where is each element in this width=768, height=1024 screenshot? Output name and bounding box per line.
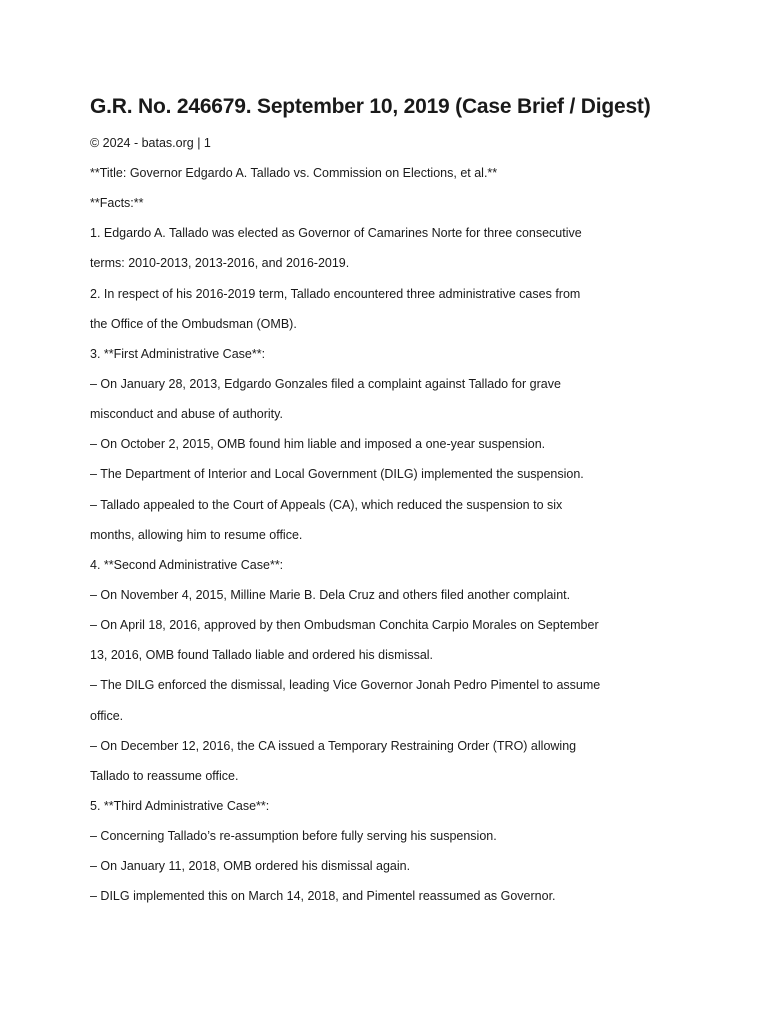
document-title: G.R. No. 246679. September 10, 2019 (Case Brief / Digest): [90, 95, 651, 118]
text-line: – Tallado appealed to the Court of Appeals (CA), which reduced the suspension to six: [90, 497, 563, 512]
text-line: 1. Edgardo A. Tallado was elected as Governor of Camarines Norte for three consecutive: [90, 226, 582, 241]
text-line: – On January 28, 2013, Edgardo Gonzales filed a complaint against Tallado for grave: [90, 376, 561, 391]
text-line: – On October 2, 2015, OMB found him liable and imposed a one-year suspension.: [90, 437, 546, 452]
text-line: **Title: Governor Edgardo A. Tallado vs. Commission on Elections, et al.**: [90, 166, 498, 180]
document-body: [90, 164, 600, 918]
text-line: – On November 4, 2015, Milline Marie B. Dela Cruz and others filed another complaint.: [90, 587, 571, 602]
text-line: – On December 12, 2016, the CA issued a Temporary Restraining Order (TRO) allowing: [90, 738, 577, 753]
text-line: – On January 11, 2018, OMB ordered his dismissal again.: [90, 859, 411, 874]
text-line: – The Department of Interior and Local Government (DILG) implemented the suspension.: [90, 467, 584, 482]
text-line: 4. **Second Administrative Case**:: [90, 557, 284, 572]
text-line: Tallado to reassume office.: [90, 768, 239, 783]
text-line: **Facts:**: [90, 196, 144, 211]
copyright-line: © 2024 - batas.org | 1: [90, 136, 211, 150]
text-line: terms: 2010-2013, 2013-2016, and 2016-2019.: [90, 256, 350, 271]
text-line: 5. **Third Administrative Case**:: [90, 798, 270, 813]
text-line: the Office of the Ombudsman (OMB).: [90, 316, 297, 331]
text-line: – The DILG enforced the dismissal, leading Vice Governor Jonah Pedro Pimentel to assume: [90, 678, 601, 693]
text-line: months, allowing him to resume office.: [90, 527, 303, 542]
text-line: 3. **First Administrative Case**:: [90, 346, 266, 361]
text-line: 13, 2016, OMB found Tallado liable and ordered his dismissal.: [90, 648, 434, 663]
text-line: – Concerning Tallado’s re-assumption before fully serving his suspension.: [90, 829, 497, 844]
text-line: – DILG implemented this on March 14, 2018, and Pimentel reassumed as Governor.: [90, 889, 556, 904]
text-line: 2. In respect of his 2016-2019 term, Tallado encountered three administrative cases from: [90, 286, 581, 301]
text-line: misconduct and abuse of authority.: [90, 407, 283, 422]
text-line: – On April 18, 2016, approved by then Ombudsman Conchita Carpio Morales on September: [90, 618, 599, 633]
text-line: office.: [90, 708, 124, 723]
